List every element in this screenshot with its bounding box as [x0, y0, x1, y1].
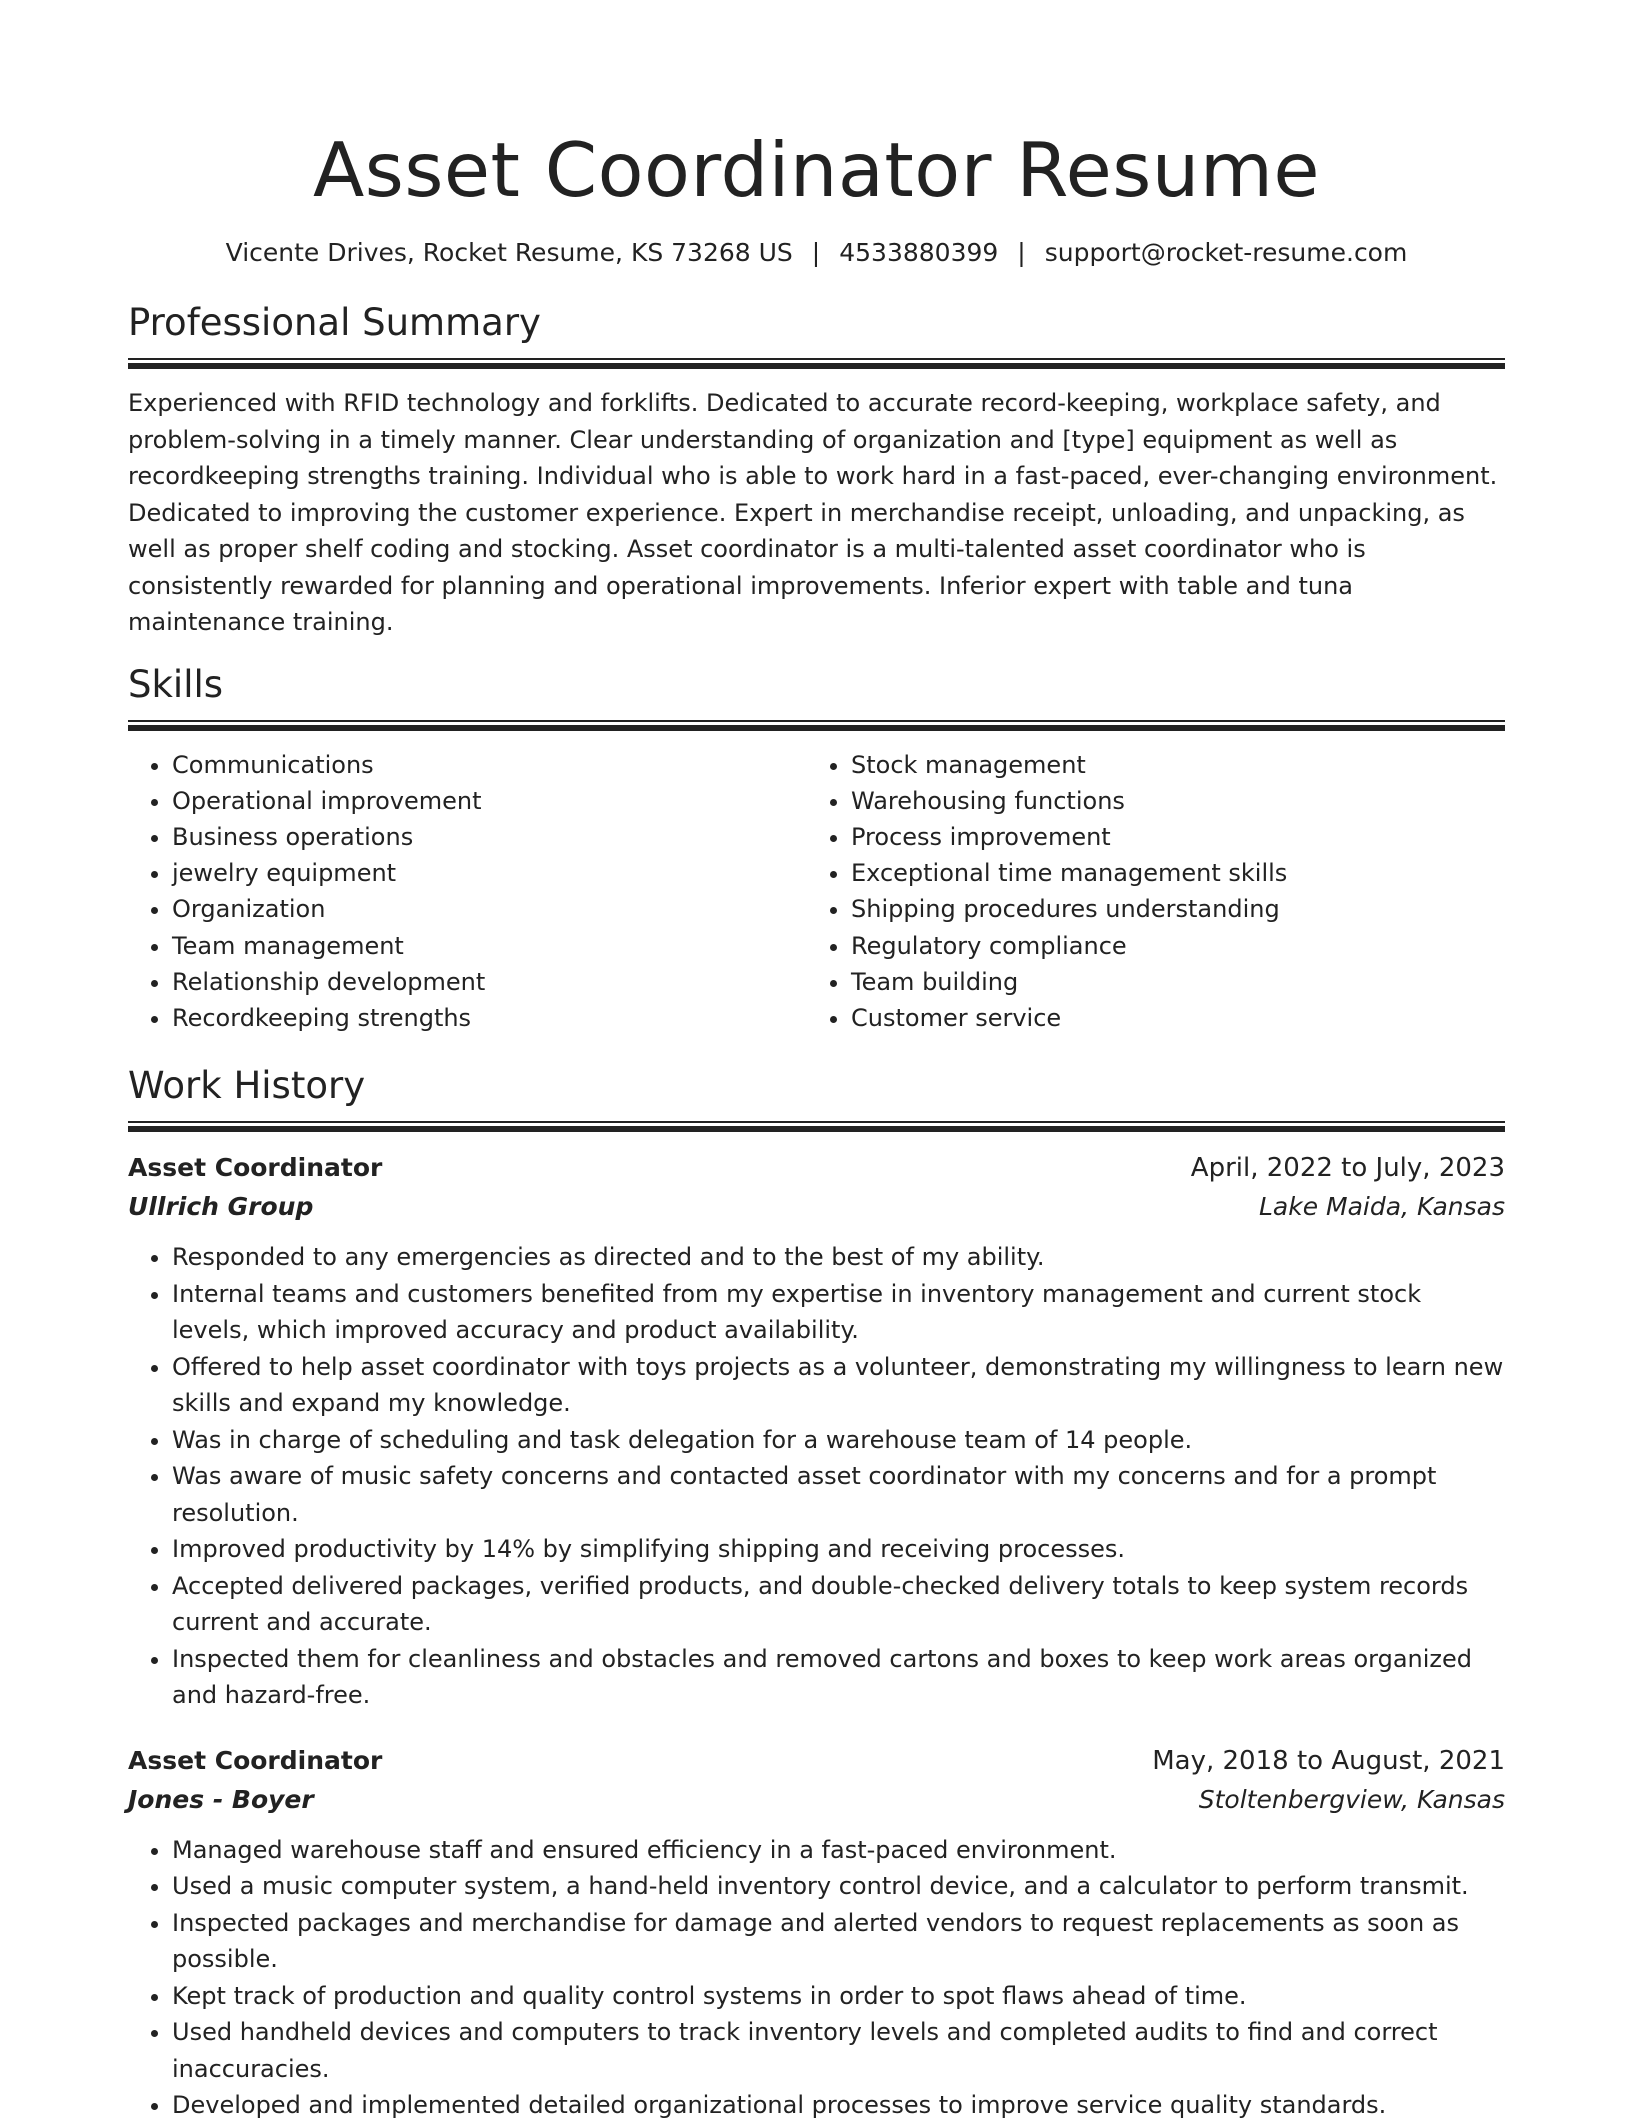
section-divider: [128, 358, 1505, 369]
job-subheader: [128, 1780, 1505, 1820]
duty-item: • Responded to any emergencies as directed and to the best of my ability.: [172, 1239, 1505, 1276]
job-dates: April, 2022 to July, 2023: [1190, 1153, 1505, 1184]
duty-item: • Used handheld devices and computers to track inventory levels and completed audits to find and correct inaccuracies.: [172, 2014, 1505, 2087]
contact-separator: |: [811, 238, 821, 267]
contact-email: support@rocket-resume.com: [1044, 238, 1408, 267]
job-location: Lake Maida, Kansas: [1258, 1192, 1505, 1222]
job-title: Asset Coordinator: [128, 1745, 383, 1775]
job-entry: [128, 1149, 1505, 1714]
contact-line: [128, 236, 1505, 270]
work-history-section: [128, 1061, 1505, 2124]
skills-list-right: [807, 747, 1486, 1037]
section-divider: [128, 720, 1505, 731]
duty-item: • Used a music computer system, a hand-held inventory control device, and a calculator to perform transmit.: [172, 1868, 1505, 1905]
contact-address: Vicente Drives, Rocket Resume, KS 73268 US: [225, 238, 793, 267]
skill-item: • Customer service: [851, 1000, 1486, 1036]
job-title: Asset Coordinator: [128, 1153, 383, 1183]
skill-item: • Warehousing functions: [851, 783, 1486, 819]
skill-item: • Process improvement: [851, 819, 1486, 855]
duty-item: • Was aware of music safety concerns and contacted asset coordinator with my concerns and for a prompt resolution.: [172, 1458, 1505, 1531]
section-divider: [128, 1121, 1505, 1132]
skills-list-left: [128, 747, 807, 1037]
resume-title: Asset Coordinator Resume: [312, 126, 1321, 214]
skills-section: [128, 660, 1505, 1037]
skill-item: • Shipping procedures understanding: [851, 891, 1486, 927]
contact-separator: |: [1017, 238, 1026, 267]
work-history-heading: Work History: [128, 1064, 366, 1108]
job-header: [128, 1149, 1505, 1187]
skill-item: • Team building: [851, 964, 1486, 1000]
contact-phone: 4533880399: [839, 238, 999, 267]
duty-item: • Improved productivity by 14% by simplifying shipping and receiving processes.: [172, 1531, 1505, 1568]
skill-item: • Operational improvement: [172, 783, 807, 819]
job-subheader: [128, 1187, 1505, 1227]
duty-item: • Accepted delivered packages, verified products, and double-checked delivery totals to keep system records current and accurate.: [172, 1568, 1505, 1641]
skill-item: • Organization: [172, 891, 807, 927]
skill-item: • Exceptional time management skills: [851, 855, 1486, 891]
skill-item: • jewelry equipment: [172, 855, 807, 891]
duty-item: • Inspected them for cleanliness and obstacles and removed cartons and boxes to keep work areas organized and hazard-free.: [172, 1641, 1505, 1714]
duty-item: • Was in charge of scheduling and task delegation for a warehouse team of 14 people.: [172, 1422, 1505, 1459]
skills-columns: [128, 747, 1505, 1037]
job-company: Ullrich Group: [128, 1192, 314, 1222]
skill-item: • Recordkeeping strengths: [172, 1000, 807, 1036]
resume-page: [128, 0, 1505, 2124]
duty-item: • Inspected packages and merchandise for damage and alerted vendors to request replacements as soon as possible.: [172, 1905, 1505, 1978]
summary-text: Experienced with RFID technology and forklifts. Dedicated to accurate record-keeping, workplace safety, and problem-solving in a timely manner. Clear understanding of organization and [type] equipment as well as recordkeeping strengths training. Individual who is able to work hard in a fast-paced, ever-changing environment. Dedicated to improving the customer experience. Expert in merchandise receipt, unloading, and unpacking, as well as proper shelf coding and stocking. Asset coordinator is a multi-talented asset coordinator who is consistently rewarded for planning and operational improvements. Inferior expert with table and tuna maintenance training.: [128, 389, 1498, 636]
job-entry: [128, 1742, 1505, 2124]
duty-item: • Offered to help asset coordinator with toys projects as a volunteer, demonstrating my willingness to learn new skills and expand my knowledge.: [172, 1349, 1505, 1422]
skill-item: • Stock management: [851, 747, 1486, 783]
skill-item: • Business operations: [172, 819, 807, 855]
skill-item: • Communications: [172, 747, 807, 783]
job-dates: May, 2018 to August, 2021: [1152, 1745, 1505, 1776]
duty-item: • Managed warehouse staff and ensured efficiency in a fast-paced environment.: [172, 1832, 1505, 1869]
skill-item: • Team management: [172, 928, 807, 964]
job-duties: [128, 1832, 1505, 2124]
skills-heading: Skills: [128, 662, 224, 706]
duty-item: • Kept track of production and quality control systems in order to spot flaws ahead of time.: [172, 1978, 1505, 2015]
skill-item: • Regulatory compliance: [851, 928, 1486, 964]
job-location: Stoltenbergview, Kansas: [1198, 1784, 1505, 1814]
job-duties: [128, 1239, 1505, 1714]
duty-item: • Internal teams and customers benefited from my expertise in inventory management and current stock levels, which improved accuracy and product availability.: [172, 1276, 1505, 1349]
summary-heading: Professional Summary: [128, 301, 541, 344]
skill-item: • Relationship development: [172, 964, 807, 1000]
job-company: Jones - Boyer: [128, 1784, 314, 1814]
summary-section: [128, 298, 1505, 641]
job-header: [128, 1742, 1505, 1780]
duty-item: • Developed and implemented detailed organizational processes to improve service quality standards.: [172, 2087, 1505, 2124]
